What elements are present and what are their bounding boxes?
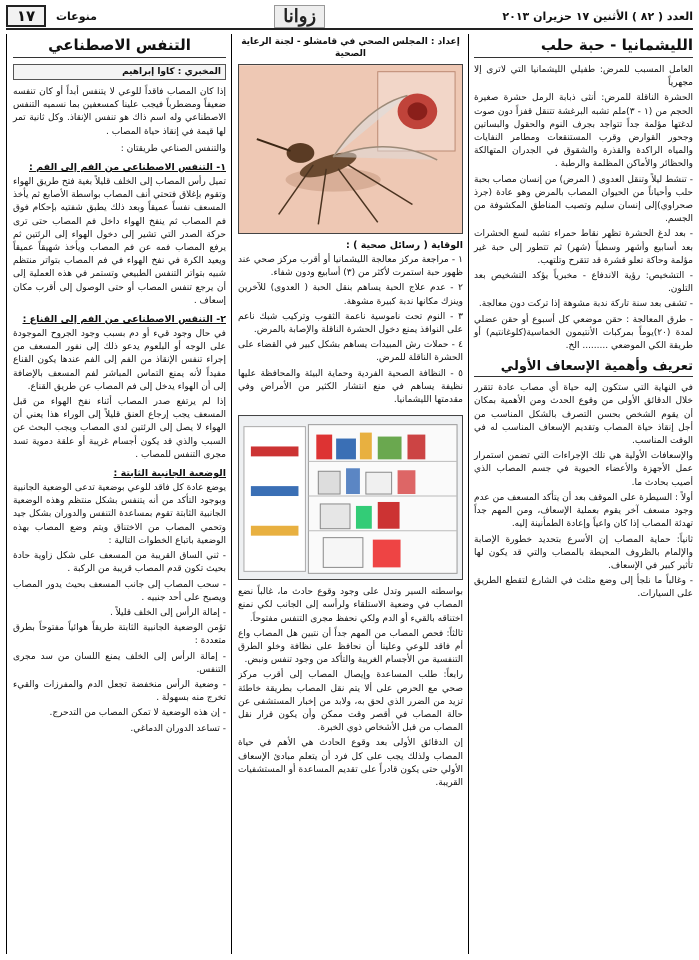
first-aid-continued-paragraph: إن الدقائق الأولى بعد وقوع الحادث هي الأهم في حياة المصاب ولذلك يجب على كل فرد أن يتعلم مبادئ الإسعاف الأولي حتى يكون قادراً على تقديم المساعدة أو المستشفيات القريبة. bbox=[238, 738, 463, 789]
prevention-item: ٢ - عدم علاج الحبة يساهم بنقل الحبة ( العدوى) للآخرين وينزك مكانها ندبة كبيرة مشوهة. bbox=[238, 283, 463, 307]
leishmania-title: الليشمانيا - حبة حلب bbox=[474, 36, 693, 58]
leishmania-paragraph: - التشخيص: رؤية الاندفاع - مخبرياً يؤكد التشخيص بعد التلون. bbox=[474, 271, 693, 295]
first-aid-cabinet-illustration bbox=[239, 416, 462, 580]
article-credit: إعداد : المجلس الصحي في قامشلو - لجنة الرعاية الصحية bbox=[241, 37, 460, 59]
recovery-steps bbox=[13, 550, 226, 736]
prevention-body bbox=[238, 254, 463, 407]
respiration-methods: والتنفس الصناعي طريقتان : bbox=[120, 143, 226, 154]
recovery-step: - سحب المصاب إلى جانب المسعف بحيث يدور المصاب ويصبح على أحد جنبيه . bbox=[13, 579, 226, 603]
section-mouth-to-mouth-title: ١- التنفس الاصطناعي من الفم إلى الفم : bbox=[29, 162, 226, 174]
section-recovery-position-text: يوضع عادة كل فاقد للوعي بوضعية تدعى الوضعية الجانبية وبوجود التأكد من أنه يتنفس بشكل منتظم وهذه الوضعية الجانبية الثابتة تقوم بمساعدة التنفس والدوران بشكل جيد وتحمي المصاب من الاختناق ويتم وضع المصاب بهذه الوضعية باتباع الخطوات التالية : bbox=[13, 483, 226, 546]
column-middle bbox=[238, 34, 463, 954]
article-author: المخبري : كاوا إبراهيم bbox=[13, 64, 226, 80]
first-aid-continued-paragraph: ثالثاً: فحص المصاب من المهم جداً أن نتبين هل المصاب واع أم فاقد للوعي وعلينا أن نحافظ على نظافة وخلو الطرق التنفسية من الأجسام الغريبة والتأكد من وجود تنفس ونبض. bbox=[238, 628, 463, 666]
recovery-step: - تساعد الدوران الدماغي. bbox=[130, 723, 226, 734]
page-number: ١٧ bbox=[6, 5, 46, 27]
column-right bbox=[468, 34, 693, 954]
prevention-item: ١ - مراجعة مركز معالجة الليشمانيا أو أقرب مركز صحي عند ظهور حبة استمرت لأكثر من (٣) أسابيع ودون شفاء. bbox=[238, 255, 463, 279]
section-category: منوعات bbox=[56, 9, 97, 23]
column-left bbox=[6, 34, 232, 954]
recovery-step: - وضعية الرأس منخفضة تجعل الدم والمفرزات والقيء تخرج منه بسهولة . bbox=[13, 679, 226, 704]
section-mouth-to-mouth-text: تميل رأس المصاب إلى الخلف قليلاً بغية فتح طريق الهواء وتقوم بإغلاق فتحتي أنف المصاب بواسطة الأصابع ثم يأخذ المسعف نفساً عميقاً وبعد ذلك يطبق شفتيه بإحكام فوق فم المصاب ثم ينفخ الهواء داخل فم المصاب حتى ترى حركة الصدر التي تشير إلى دخول الهواء إلى الرئتين ثم يرفع المصاب فمه عن فم المصاب ويأخذ شهيقاً عميقاً ويعيد الكرة في نفخ الهواء في فم المصاب بتواتر منتظم شبيه بتواتر التنفس الطبيعي وتستمر في هذه العملية إلى أن يرجع تنفس المصاب أو حتى الوصول إلى أقرب مكان إسعاف . bbox=[13, 177, 226, 306]
section-mouth-to-mask-text: في حال وجود قيء أو دم بسبب وجود الجروح الموجودة على الوجه أو البلعوم يدعو ذلك إلى نفور المسعف من إجراء تنفس الإنقاذ من الفم إلى الفم عندها يكون القناع مفيداً لأنه يمنع التماس المباشر لفم المسعف بالإضافة إلى أن الهواء يدخل إلى فم المصاب عن طريق القناع. bbox=[13, 329, 226, 392]
respiration-intro: إذا كان المصاب فاقداً للوعي لا يتنفس أبداً أو كان تنفسه ضعيفاً ومضطرباً فيجب علينا كمسعفين بما نسميه التنفس الاصطناعي وله اسم ذاك هو تنفس الإنقاذ. وكل ثانية تمر لها قيمة في إنقاذ حياة المصاب . bbox=[13, 87, 226, 137]
first-aid-paragraph: أولاً : السيطرة على الموقف بعد أن يتأكد المسعف من عدم وجود مسعف آخر يقوم بعملية الإسعاف، ومن المهم جداً تهدئة المصاب إذا كان واعياً وإعادة الطمأنينة إليه. bbox=[474, 492, 693, 530]
first-aid-paragraph: والإسعافات الأولية هي تلك الإجراءات التي تضمن استمرار عمل الأجهزة والأعضاء الحيوية في جسم المصاب الذي أصيب بحادث ما. bbox=[474, 451, 693, 488]
leishmania-paragraph: - تنشط ليلاً وتنقل العدوى ( المرض) من إنسان مصاب بحبة حلب وأحياناً من الحيوان المصاب بالمرض وهو عادة (جرذ صحراوي)إلى إنسان سليم وتصيب المناطق المكشوفة من الجسم. bbox=[474, 174, 693, 225]
recovery-step: - إمالة الرأس إلى الخلف يمنع اللسان من سد مجرى التنفس. bbox=[13, 651, 226, 675]
section-mouth-to-mask-text-2: إذا لم يرتفع صدر المصاب أثناء نفخ الهواء من قبل المسعف يجب إرجاع العنق قليلاً إلى الوراء هذا يعني أن الهواء لا يصل إلى الرئتين لدى المصاب ويجب البحث عن السبب والذي قد يكون أجسام غريبة أو علقة دموية تسد مجرى التنفس للمصاب . bbox=[13, 397, 226, 460]
section-mouth-to-mask-title: ٢- التنفس الاصطناعي من الفم إلى القناع : bbox=[22, 314, 226, 326]
first-aid-continued-paragraph: رابعاً: طلب المساعدة وإيصال المصاب إلى أقرب مركز صحي مع الحرص على ألا يتم نقل المصاب بطريقة خاطئة تزيد من الضرر الذي لحق به، ولابد من إخبار المستشفى عن حالة المصاب في أقصر وقت ممكن وأن يكون قرار نقل المصاب من قبل الأشخاص ذوي الخبرة. bbox=[238, 670, 463, 734]
leishmania-paragraph: - طرق المعالجة : حقن موضعي كل أسبوع أو حقن عضلي لمدة (٢٠)يوماً بمركبات الأنتيمون الخماسية(كلوغانتيم) أو طريقة الكي الموضعي ......... الخ. bbox=[474, 314, 693, 352]
respiration-title: التنفس الاصطناعي bbox=[13, 36, 226, 58]
header-left bbox=[6, 5, 97, 27]
leishmania-paragraph: - تشفى بعد سنة تاركة ندبة مشوهة إذا تركت دون معالجة. bbox=[478, 299, 693, 310]
first-aid-paragraph: ثانياً: حماية المصاب إن الأسرع بتحديد خطورة الإصابة والإلمام بالظروف المحيطة بالمصاب والتي قد يكون لها تأثير كبير في الإسعاف. bbox=[474, 534, 693, 571]
leishmania-paragraph: العامل المسبب للمرض: طفيلي الليشمانيا التي لاترى إلا مجهرياً bbox=[474, 65, 693, 89]
prevention-item: ٤ - حملات رش المبيدات يساهم بشكل كبير في القضاء على الحشرة الناقلة للمرض. bbox=[238, 340, 463, 364]
page-header bbox=[6, 4, 693, 30]
first-aid-paragraph: في النهاية التي ستكون إليه حياة أي مصاب عادة تتقرر خلال الدقائق الأولى من وقوع الحدث ومن الأهمية بمكان أن يقوم الشخص بحسن التصرف بالشكل المناسب من أجل إنقاذ حياة المصاب وتقديم الإسعاف المناسب له في الوقت المناسب. bbox=[474, 383, 693, 447]
prevention-item: ٥ - النظافة الصحية الفردية وحماية البيئة والمحافظة عليها نظيفة يساهم في منع انتشار الكثير من الأمراض وفي مقدمتها الليشمانيا. bbox=[238, 368, 463, 406]
prevention-item: ٣ - النوم تحت ناموسية ناعمة الثقوب وتركيب شبك ناعم على النوافذ يمنع دخول الحشرة الناقلة والإصابة بالمرض. bbox=[238, 311, 463, 336]
section-recovery-position-title: الوضعية الجانبية الثابتة : bbox=[113, 468, 226, 480]
first-aid-continued-paragraph: بواسطته السير وتدل على وجود وقوع حادث ما، غالباً نضع المصاب في وضعية الاستلقاء ولرأسه إلى الجانب لكي نمنع اختناقه بالقيء أو الدم ولكي نحفظ مجرى التنفس مفتوحاً. bbox=[238, 587, 463, 624]
recovery-step: - إمالة الرأس إلى الخلف قليلاً . bbox=[109, 607, 226, 618]
first-aid-continued bbox=[238, 586, 463, 790]
sandfly-photo bbox=[238, 64, 463, 234]
first-aid-paragraph: - وغالباً ما نلجأ إلى وضع مثلث في الشارع لتقطع الطريق على السيارات. bbox=[474, 576, 693, 600]
first-aid-body bbox=[474, 382, 693, 601]
recovery-step: تؤمن الوضعية الجانبية الثابتة طريقاً هوائياً مفتوحاً بطرق متعددة : bbox=[13, 623, 226, 647]
first-aid-cabinet-photo bbox=[238, 415, 463, 580]
leishmania-paragraph: الحشرة الناقلة للمرض: أنثى ذبابة الرمل حشرة صغيرة الحجم من (١ - ٣)ملم تشبه البرغشة تتنقل قفزاً دون صوت لدغتها مؤلمة جداً تتواجد بجرف النوم والحقول والبساتين وجحور القوارض وقرب المستنقعات ومطامر النفايات والمياه الراكدة والقذرة والشقوق في الجدران المتهالكة والحظائر والأماكن المظلمة والرطبة . bbox=[474, 93, 693, 170]
recovery-step: - ثني الساق القريبة من المسعف على شكل زاوية حادة بحيث تكون قدم المصاب قريبة من الركبة . bbox=[13, 551, 226, 575]
recovery-step: - إن هذه الوضعية لا تمكن المصاب من التدحرج. bbox=[49, 708, 226, 719]
leishmania-body bbox=[474, 64, 693, 353]
issue-info: العدد ( ٨٢ ) الأثنين ١٧ حزيران ٢٠١٣ bbox=[502, 9, 693, 23]
first-aid-title: تعريف وأهمية الإسعاف الأولي bbox=[474, 359, 693, 377]
leishmania-paragraph: - بعد لدغ الحشرة تظهر نقاط حمراء تشبه لسع الحشرات بعد أسابيع وأشهر وسطياً (شهر) ثم تتطور إلى حبة غير مؤلمة وحاكة تعلو قشرة قد تتقرح وتلتهب. bbox=[474, 229, 693, 266]
sandfly-illustration bbox=[239, 65, 462, 234]
newspaper-logo: زوانا bbox=[274, 5, 325, 28]
prevention-heading: الوقاية ( رسائل صحية ) : bbox=[345, 240, 463, 251]
